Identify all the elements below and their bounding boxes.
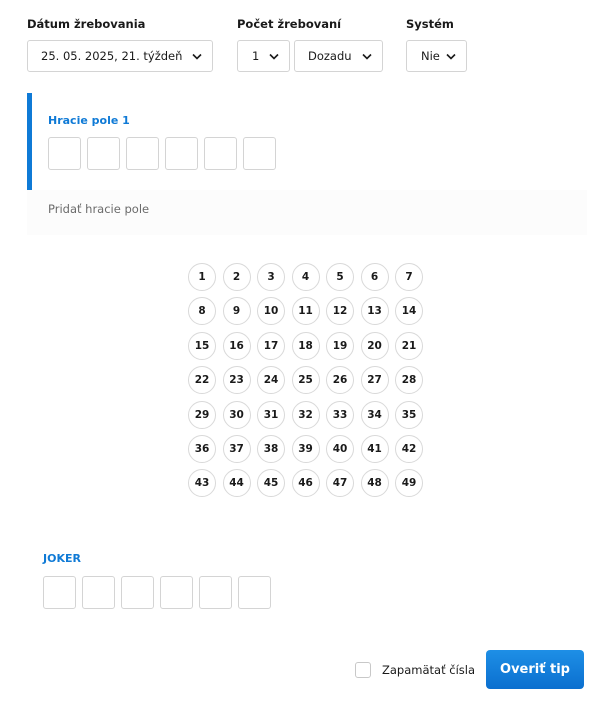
number-ball[interactable]: 26 xyxy=(326,366,354,394)
number-ball[interactable]: 37 xyxy=(223,435,251,463)
number-ball[interactable]: 19 xyxy=(326,332,354,360)
number-ball[interactable]: 31 xyxy=(257,401,285,429)
game-field-number-input[interactable] xyxy=(48,137,81,170)
verify-tip-button[interactable]: Overiť tip xyxy=(486,650,584,689)
number-ball[interactable]: 33 xyxy=(326,401,354,429)
number-ball[interactable]: 21 xyxy=(395,332,423,360)
number-ball[interactable]: 35 xyxy=(395,401,423,429)
number-ball[interactable]: 36 xyxy=(188,435,216,463)
game-field-number-input[interactable] xyxy=(87,137,120,170)
number-ball[interactable]: 45 xyxy=(257,469,285,497)
joker-digit-input[interactable] xyxy=(121,576,154,609)
number-ball[interactable]: 14 xyxy=(395,297,423,325)
number-ball[interactable]: 5 xyxy=(326,263,354,291)
number-ball[interactable]: 43 xyxy=(188,469,216,497)
number-ball[interactable]: 29 xyxy=(188,401,216,429)
number-ball[interactable]: 23 xyxy=(223,366,251,394)
number-ball[interactable]: 15 xyxy=(188,332,216,360)
number-ball[interactable]: 41 xyxy=(361,435,389,463)
game-field-title: Hracie pole 1 xyxy=(48,114,130,127)
number-ball[interactable]: 27 xyxy=(361,366,389,394)
number-ball[interactable]: 42 xyxy=(395,435,423,463)
number-ball[interactable]: 34 xyxy=(361,401,389,429)
joker-digit-input[interactable] xyxy=(43,576,76,609)
number-ball[interactable]: 46 xyxy=(292,469,320,497)
number-ball[interactable]: 4 xyxy=(292,263,320,291)
number-ball[interactable]: 18 xyxy=(292,332,320,360)
number-ball[interactable]: 38 xyxy=(257,435,285,463)
number-ball[interactable]: 6 xyxy=(361,263,389,291)
number-ball[interactable]: 20 xyxy=(361,332,389,360)
chevron-down-icon xyxy=(190,49,204,63)
draws-direction-value: Dozadu xyxy=(308,49,352,63)
game-field-number-input[interactable] xyxy=(165,137,198,170)
draws-direction-select[interactable] xyxy=(294,40,383,72)
number-ball[interactable]: 8 xyxy=(188,297,216,325)
date-label: Dátum žrebovania xyxy=(27,17,146,31)
system-label: Systém xyxy=(406,17,454,31)
number-ball[interactable]: 9 xyxy=(223,297,251,325)
draws-label: Počet žrebovaní xyxy=(237,17,342,31)
game-field-number-input[interactable] xyxy=(126,137,159,170)
number-ball[interactable]: 1 xyxy=(188,263,216,291)
number-ball[interactable]: 7 xyxy=(395,263,423,291)
number-ball[interactable]: 13 xyxy=(361,297,389,325)
filters-bar xyxy=(0,0,612,80)
chevron-down-icon xyxy=(444,49,458,63)
date-select-value: 25. 05. 2025, 21. týždeň xyxy=(41,49,183,63)
number-ball[interactable]: 47 xyxy=(326,469,354,497)
number-ball[interactable]: 3 xyxy=(257,263,285,291)
system-select[interactable] xyxy=(406,40,467,72)
number-ball[interactable]: 17 xyxy=(257,332,285,360)
number-ball[interactable]: 48 xyxy=(361,469,389,497)
number-ball[interactable]: 24 xyxy=(257,366,285,394)
game-field-number-input[interactable] xyxy=(243,137,276,170)
draws-count-select[interactable] xyxy=(237,40,290,72)
number-ball[interactable]: 32 xyxy=(292,401,320,429)
chevron-down-icon xyxy=(360,49,374,63)
joker-digit-input[interactable] xyxy=(199,576,232,609)
game-field-number-input[interactable] xyxy=(204,137,237,170)
date-select[interactable] xyxy=(27,40,213,72)
joker-digit-input[interactable] xyxy=(160,576,193,609)
number-ball[interactable]: 30 xyxy=(223,401,251,429)
game-field-boxes xyxy=(48,137,276,170)
joker-boxes xyxy=(43,576,271,609)
system-value: Nie xyxy=(421,49,440,63)
number-ball[interactable]: 2 xyxy=(223,263,251,291)
number-ball[interactable]: 25 xyxy=(292,366,320,394)
number-ball[interactable]: 40 xyxy=(326,435,354,463)
number-grid xyxy=(188,263,423,497)
number-ball[interactable]: 12 xyxy=(326,297,354,325)
number-ball[interactable]: 44 xyxy=(223,469,251,497)
chevron-down-icon xyxy=(267,49,281,63)
remember-numbers-checkbox[interactable] xyxy=(355,662,371,678)
number-ball[interactable]: 39 xyxy=(292,435,320,463)
remember-numbers-label: Zapamätať čísla xyxy=(382,663,475,677)
number-ball[interactable]: 11 xyxy=(292,297,320,325)
number-ball[interactable]: 16 xyxy=(223,332,251,360)
number-ball[interactable]: 22 xyxy=(188,366,216,394)
draws-count-value: 1 xyxy=(252,49,260,63)
number-ball[interactable]: 28 xyxy=(395,366,423,394)
joker-digit-input[interactable] xyxy=(238,576,271,609)
number-ball[interactable]: 49 xyxy=(395,469,423,497)
add-game-field-link[interactable]: Pridať hracie pole xyxy=(48,202,150,216)
joker-digit-input[interactable] xyxy=(82,576,115,609)
number-ball[interactable]: 10 xyxy=(257,297,285,325)
joker-title: JOKER xyxy=(43,552,81,565)
